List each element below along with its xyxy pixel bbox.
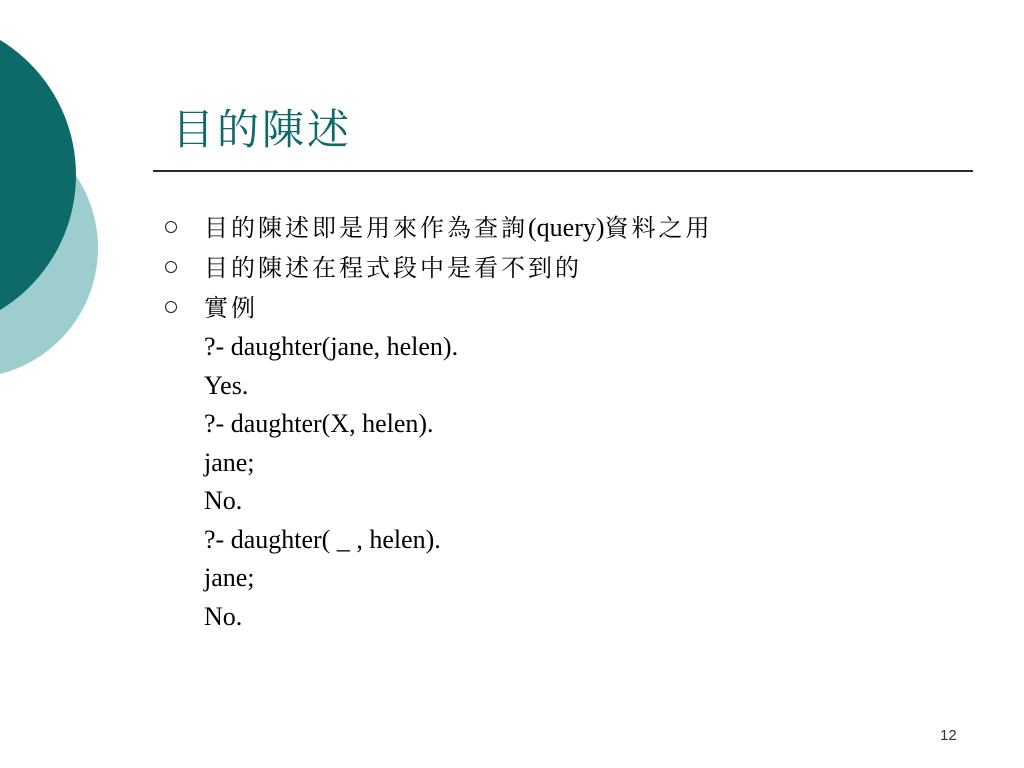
code-line: Yes. bbox=[204, 370, 249, 400]
bullet-text-latin: (query) bbox=[528, 213, 605, 242]
bullet-text-cjk: 目的陳述在程式段中是看不到的 bbox=[204, 254, 582, 282]
bullet-item-example bbox=[162, 288, 992, 636]
title-divider bbox=[153, 170, 973, 172]
hollow-circle-bullet-icon bbox=[165, 221, 177, 233]
code-line: ?- daughter(jane, helen). bbox=[204, 332, 459, 361]
code-line: ?- daughter( _ , helen). bbox=[204, 524, 441, 554]
code-line: ?- daughter(X, helen). bbox=[204, 409, 434, 438]
bullet-item-query-purpose bbox=[162, 208, 992, 248]
bullet-list bbox=[162, 208, 992, 636]
page-number: 12 bbox=[940, 727, 957, 744]
code-line: No. bbox=[204, 486, 243, 515]
example-heading: 實例 bbox=[204, 294, 258, 322]
decorative-circles bbox=[0, 0, 110, 420]
code-line: jane; bbox=[204, 563, 255, 592]
bullet-item-invisible-in-program bbox=[162, 248, 992, 288]
bullet-text-cjk: 目的陳述即是用來作為查詢 bbox=[204, 214, 528, 242]
code-line: No. bbox=[204, 601, 243, 631]
bullet-text-cjk: 資料之用 bbox=[604, 214, 713, 242]
hollow-circle-bullet-icon bbox=[165, 301, 177, 313]
slide-title: 目的陳述 bbox=[172, 105, 353, 154]
code-line: jane; bbox=[204, 447, 255, 477]
hollow-circle-bullet-icon bbox=[165, 261, 177, 273]
